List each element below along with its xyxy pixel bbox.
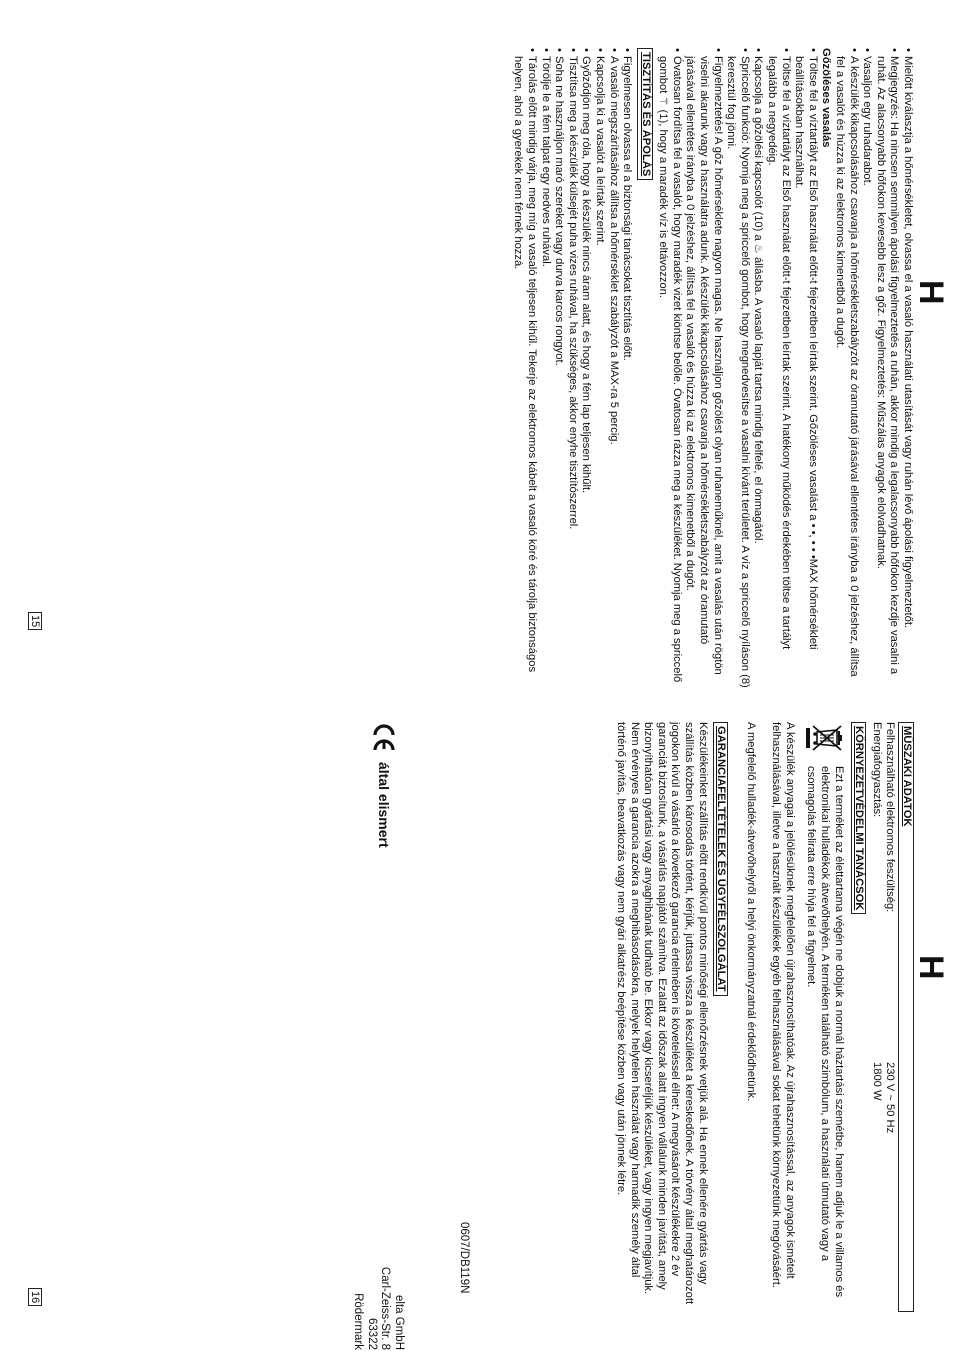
cleaning-bullet: • A vasaló megszárításához állítsa a hőmérséklet szabályzót a MAX-ra 5 percig. <box>606 48 620 688</box>
address-line: Carl-Zeiss-Str. 8 <box>379 1266 392 1350</box>
cleaning-bullet: • Soha ne használjon maró szereket vagy durva karcos rongyot. <box>552 48 566 688</box>
left-page-content <box>511 48 914 688</box>
intro-bullet: • Mielőtt kiválasztja a hőmérsékletet, olvassa el a vasaló használati utasítását vagy ruhán lévő ápolási figyelmeztetőt. <box>900 48 914 688</box>
steam-bullet: • Spriccelő funkció: Nyomja meg a spriccelő gombot, hogy megnedvesítse a vasalni kívánt területet. A víz a spriccelő nyíláson (8) keresztül fog jönni. <box>724 48 751 688</box>
page-letter-left: H <box>912 280 950 305</box>
crossed-bin-icon <box>800 722 845 756</box>
cleaning-bullet: • Figyelmesen olvassa el a biztonsági tanácsokat tisztítás előtt. <box>620 48 634 688</box>
steam-bullet: • Kapcsolja a gőzölési kapcsolót (10) a ♨ állásba. A vasaló lapját tartsa mindig felfelé, el önmagától. <box>751 48 765 688</box>
cleaning-bullet: • Kapcsolja ki a vasalót a leírtak szerint. <box>592 48 606 688</box>
cleaning-bullet: • Törölje le a fém talpat egy nedves ruhával. <box>538 48 552 688</box>
spec-label: Energiafogyasztás: <box>870 722 883 818</box>
weee-block <box>800 722 845 1312</box>
page-number-right: 16 <box>28 1288 42 1306</box>
cleaning-bullet: • Tárolás előtt mindig várja, meg míg a vasaló teljesen kihűl. Tekerje az elektromos kábelt a vasaló köré és tárolja biztonságos helyen, ahol a gyerekek nem férnek hozzá. <box>511 48 538 688</box>
ce-approval <box>373 722 395 848</box>
warranty-paragraph: Készülékeinket szállítás előtt rendkívül pontos minőségi ellenőrzésnek vetjük alá. Ha ennek ellenére gyártás vagy szállítás közben károsodás történt, kérjük, juttassa vissza a készüléket a kereskedőnek. A törvény által meghatározott jogokon kívül a vásárló a következő garancia értelmében is követeléssel élhet: A megvásárolt készülékekre 2 év garanciát biztosítunk, a vásárlás napjától számítva. Ezalatt az időszak alatt ingyen vállalunk minden javítást, amely bizonyíthatóan gyártási vagy anyaghibának tudható be. Ekkor vagy kicseréljük készüléket, vagy ingyen megjavítjuk. Nem érvényes a garancia azokra a meghibásodásokra, melyek helytelen használat vagy harmadik személy által történő javítás, beavatkozás vagy nem gyári alkatrész beépítése közben vagy után jönnek létre. <box>615 722 709 1305</box>
doc-code: 0607/DB119N <box>458 1222 470 1294</box>
intro-bullet: • Megjegyzés: Ha nincsen semmilyen ápolási figyelmeztetés a ruhán, akkor mindig a legalacsonyabb hőfokon kezdje vasalni a ruhát. Az alacsonyabb hőfokon kevesebb lesz a gőz. Figyelmeztetés: Műszálas anyagok elolvadhatnak. <box>873 48 900 688</box>
address-line: 63322 Rödermark <box>352 1293 378 1350</box>
spec-value: 1800 W <box>870 1062 883 1101</box>
steam-bullet: • Töltse fel a víztartályt az Első használat előtt-t fejezetben leírtak szerint. A hatékony működés érdekében töltse a tartályt legalább a negyedéig. <box>764 48 791 688</box>
env-paragraph: A készülék anyagai a jelölésüknek megfelelően újrahasznosíthatóak. Az újrahasznosítással, az anyagok ismételt felhasználásával, illetve a használt készülékek egyéb felhasználásával sokat tehetünk környezetünk megóvásáért. <box>770 722 797 1288</box>
env-paragraph: A megfelelő hulladék-átvevőhelyről a helyi önkormányzatnál érdeklődhetünk. <box>744 722 757 1102</box>
page-number-left: 15 <box>28 612 42 630</box>
spec-table <box>869 722 896 1133</box>
page-letter-right: H <box>912 955 950 980</box>
steam-bullet: • Figyelmeztetés! A gőz hőmérséklete nagyon magas. Ne használjon gőzölést olyan ruhaneműknél, amit a vasalás után rögtön viselni akarunk vagy a használatra adunk. A készülék kikapcsolásához csavarja a hőmérsékletszabályzót az óramutató járásával ellentétes irányba a 0 jelzéshez, állítsa fel a vasalót és húzza ki az elektromos kimenetből a dugót. <box>683 48 724 688</box>
manufacturer-address <box>351 1262 405 1350</box>
cleaning-bullet: • Tisztítsa meg a készülék külsejét puha vizes ruhával, ha szükséges, akkor enyhe tisztítószerrel. <box>565 48 579 688</box>
right-page-content <box>614 722 915 1312</box>
spec-row <box>883 722 897 1133</box>
steam-bullet: • Töltse fel a víztartályt az Első használat előtt-t fejezetben leírtak szerint. Gőzöléses vasalást a • •, • • •MAX hőmérsékleti beállításokban használhat. <box>792 48 819 688</box>
steam-heading: Gőzöléses vasalás <box>820 48 833 148</box>
tech-data-title: MŰSZAKI ADATOK <box>898 722 914 1312</box>
warranty-title: GARANCIAFELTÉTELEK ÉS ÜGYFÉLSZOLGÁLAT <box>713 722 729 996</box>
intro-bullet: • Vasaljon egy ruhadarabot. <box>860 48 874 688</box>
spec-row <box>869 722 883 1133</box>
steam-bullet: • Óvatosan fordítsa fel a vasalót, hogy maradék vizet kiöntse belőle. Óvatosan rázza meg a készüléket. Nyomja meg a spriccelő gombot ⚚ (1), hogy a maradék víz is eltávozzon. <box>656 48 683 688</box>
ce-text: által elismert <box>376 762 392 848</box>
cleaning-title: TISZTÍTÁS ÉS ÁPOLÁS <box>637 48 653 180</box>
intro-bullet: • A készülék kikapcsolásához csavarja a hőmérsékletszabályzót az óramutató járásával ellentétes irányba a 0 jelzéshez, állítsa fel a vasalót és húzza ki az elektromos kimenetből a dugót. <box>832 48 859 688</box>
spec-value: 230 V ~ 50 Hz <box>884 1062 897 1134</box>
env-title: KÖRNYEZETVÉDELMI TANÁCSOK <box>851 722 867 914</box>
spec-label: Felhasználható elektromos feszültség: <box>884 722 897 913</box>
cleaning-bullet: • Győződjön meg róla, hogy a készülék nincs áram alatt, és hogy a fém lap teljesen kihűlt. <box>579 48 593 688</box>
address-line: elta GmbH <box>393 1295 405 1350</box>
ce-mark-icon <box>373 722 395 752</box>
weee-text: Ezt a terméket az élettartama végén ne dobjuk a normál háztartási szemétbe, hanem adjuk le a villamos és elektronikai hulladékok átvevőhelyén. A terméken található szimbólum, a használati útmutató vagy a csomagolás felirata erre hívja fel a figyelmet. <box>805 766 845 1298</box>
